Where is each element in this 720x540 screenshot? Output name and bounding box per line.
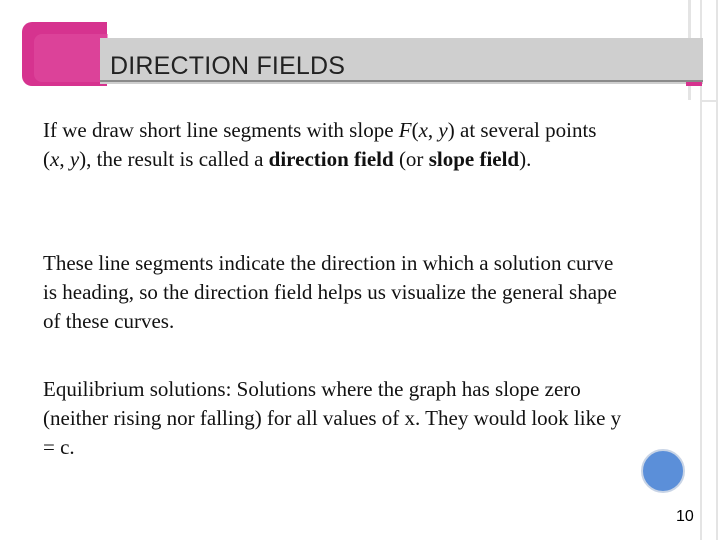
paragraph-equilibrium-solutions: Equilibrium solutions: Solutions where the graph has slope zero (neither rising nor falling) for all values of x. They would look like y = c. bbox=[43, 377, 622, 459]
math-y: y bbox=[69, 147, 80, 171]
paragraph-line-segments: These line segments indicate the direction in which a solution curve is heading, so the direction field helps us visualize the general shape of these curves. bbox=[43, 251, 617, 333]
title-accent-inner bbox=[34, 34, 108, 82]
math-x: x bbox=[418, 118, 428, 142]
page-number: 10 bbox=[676, 508, 694, 525]
text-run: ( bbox=[411, 118, 419, 142]
term-direction-field: direction field bbox=[268, 147, 394, 171]
term-slope-field: slope field bbox=[428, 147, 520, 171]
text-run: (or bbox=[393, 147, 429, 171]
math-F: F bbox=[398, 118, 412, 142]
frame-horizontal-line bbox=[702, 100, 718, 102]
text-run: If we draw short line segments with slope bbox=[43, 118, 399, 142]
text-run: ). bbox=[519, 147, 532, 171]
text-run: , bbox=[427, 118, 439, 142]
math-y: y bbox=[438, 118, 448, 142]
decorative-circle bbox=[641, 449, 685, 493]
title-bar-accent-mark bbox=[686, 82, 702, 86]
paragraph-direction-field-definition bbox=[43, 116, 623, 174]
frame-line-outer bbox=[716, 0, 718, 540]
text-run: , bbox=[59, 147, 70, 171]
math-x: x bbox=[50, 147, 60, 171]
slide-title: DIRECTION FIELDS bbox=[110, 52, 346, 80]
text-run: ) at several points ( bbox=[43, 118, 597, 171]
text-run: ), the result is called a bbox=[79, 147, 269, 171]
